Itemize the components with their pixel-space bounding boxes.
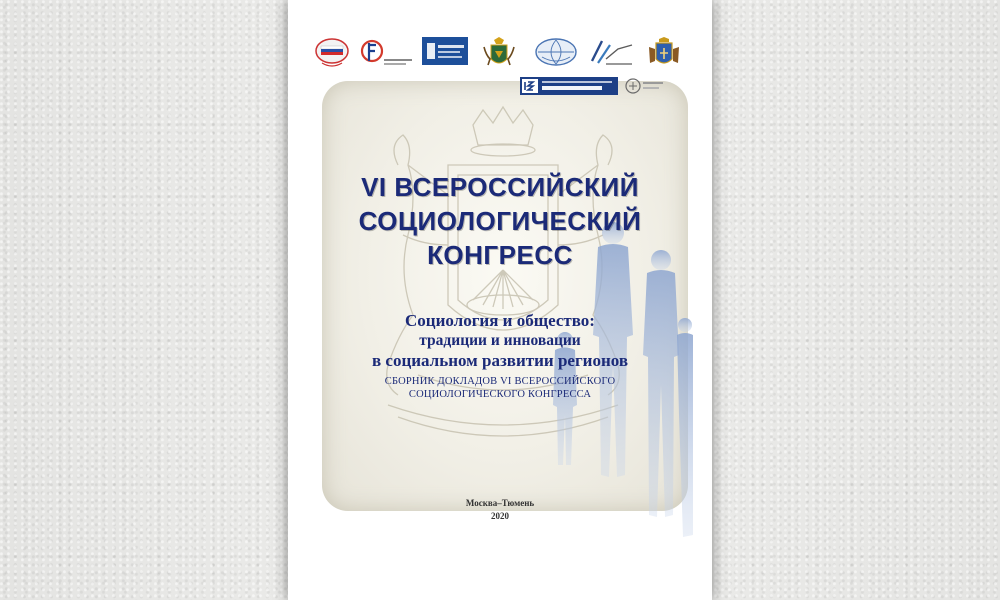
publication-city: Москва–Тюмень (465, 498, 535, 508)
subtitle-line-3: в социальном развитии регионов (371, 351, 629, 370)
partner-logos-row-secondary (520, 77, 670, 97)
society-badge-icon (314, 37, 350, 69)
institute-logo-icon (360, 37, 414, 69)
title-line-3: КОНГРЕСС (427, 240, 573, 270)
association-mark-icon (624, 77, 664, 109)
collection-line-2: СОЦИОЛОГИЧЕСКОГО КОНГРЕССА (408, 389, 592, 400)
book-cover (288, 0, 712, 600)
subtitle-line-2: традиции и инновации (419, 332, 581, 349)
globe-emblem-icon (534, 37, 578, 69)
title-line-2: СОЦИОЛОГИЧЕСКИЙ (358, 206, 642, 236)
collection-line-1: СБОРНИК ДОКЛАДОВ VI ВСЕРОССИЙСКОГО (384, 376, 616, 387)
university-logo-icon (422, 37, 468, 69)
congress-subtitle (288, 311, 712, 371)
isa-logo-icon (520, 77, 618, 109)
coat-of-arms-icon (482, 37, 516, 69)
subtitle-line-1: Социология и общество: (405, 311, 595, 330)
collection-description (288, 375, 712, 401)
wave-logo-icon (588, 37, 634, 69)
city-coat-of-arms-icon (646, 37, 682, 69)
title-line-1: VI ВСЕРОССИЙСКИЙ (361, 172, 639, 202)
partner-logos-row (314, 37, 686, 71)
publication-year: 2020 (491, 511, 509, 521)
congress-title (288, 170, 712, 272)
publication-imprint (288, 497, 712, 523)
